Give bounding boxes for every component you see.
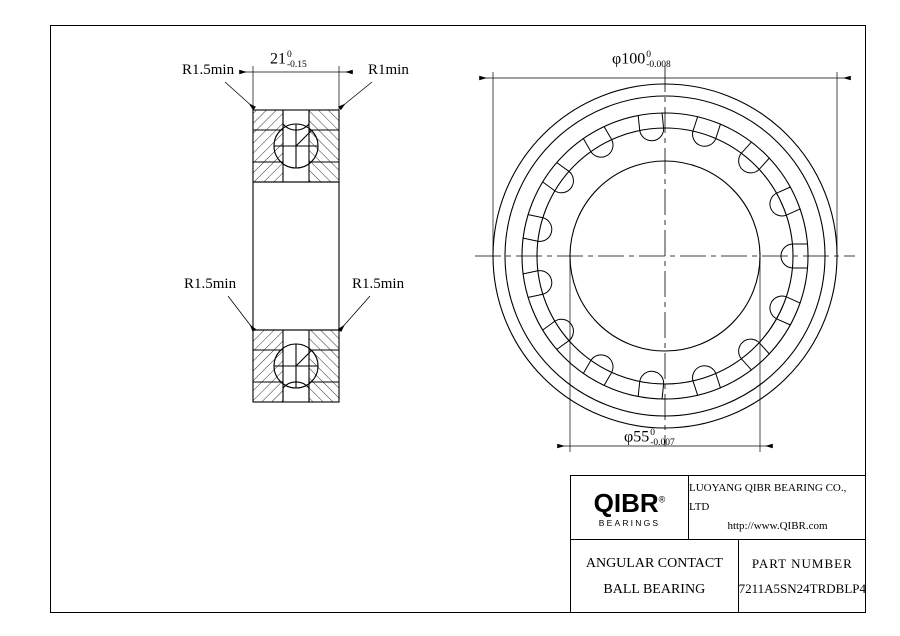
company-name: LUOYANG QIBR BEARING CO., LTD [689, 482, 847, 514]
annotation-width-dim [270, 50, 307, 70]
logo-brand: QIBR [593, 487, 659, 518]
logo-wordmark [593, 487, 666, 518]
annotation-r15min-bottom-right: R1.5min [352, 276, 405, 292]
part-number-value: 7211A5SN24TRDBLP4 [738, 580, 866, 596]
company-info [689, 479, 866, 535]
outer-dia-symbol: φ [612, 50, 622, 68]
part-number-label: PART NUMBER [751, 555, 853, 571]
bore-dia-tol-lower: -0.007 [650, 437, 675, 448]
registered-trademark-icon: ® [658, 493, 666, 504]
bore-dia-value: 55 [633, 428, 650, 446]
logo-tagline: BEARINGS [598, 517, 661, 528]
product-description-line1: ANGULAR CONTACT [585, 555, 723, 571]
annotation-outer-diameter [612, 50, 671, 70]
width-tol-lower: -0.15 [287, 59, 307, 70]
title-block-body [571, 540, 866, 613]
annotation-r1min-top-right: R1min [368, 62, 409, 78]
bore-dia-tol-upper: 0 [650, 428, 655, 438]
annotation-r15min-top-left: R1.5min [182, 62, 235, 78]
width-tol-upper: 0 [287, 50, 292, 60]
company-logo [571, 476, 689, 539]
bore-dia-symbol: φ [624, 428, 634, 446]
width-value: 21 [270, 50, 286, 68]
outer-dia-tol-lower: -0.008 [646, 59, 671, 70]
product-description [571, 540, 739, 613]
company-website: http://www.QIBR.com [727, 519, 828, 532]
annotation-r15min-bottom-left: R1.5min [184, 276, 237, 292]
product-description-line2: BALL BEARING [603, 581, 706, 597]
title-block [570, 475, 866, 613]
part-number-cell [739, 540, 866, 613]
annotation-bore-diameter [624, 428, 675, 448]
outer-dia-value: 100 [621, 50, 646, 68]
title-block-header [571, 476, 866, 540]
outer-dia-tol-upper: 0 [646, 50, 651, 60]
